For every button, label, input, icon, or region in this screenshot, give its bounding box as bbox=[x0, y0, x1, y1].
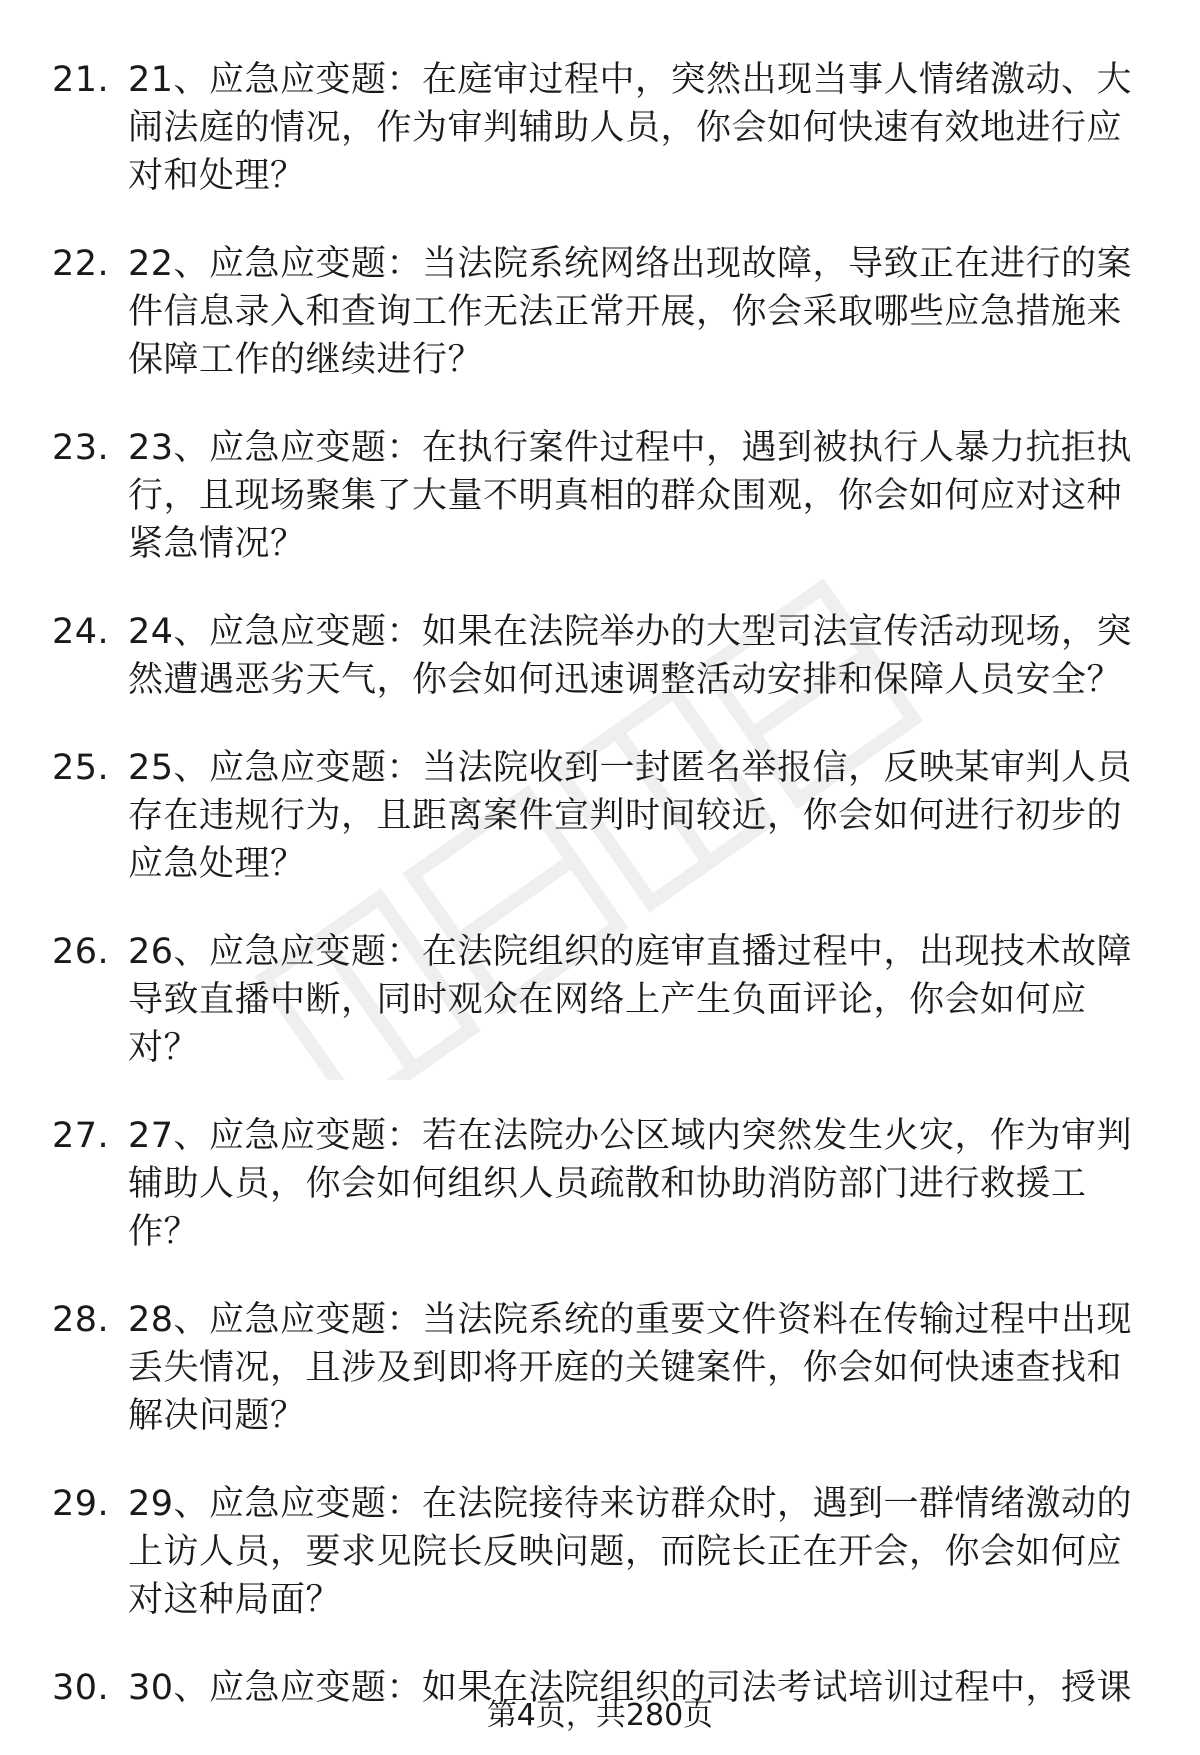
page-number-footer: 第4页，共280页 bbox=[486, 1698, 714, 1733]
question-number: 30. bbox=[52, 1668, 110, 1708]
question-text: 25、应急应变题：当法院收到一封匿名举报信，反映某审判人员存在违规行为，且距离案件宣判时间较近，你会如何进行初步的应急处理？ bbox=[128, 748, 1133, 884]
question-text: 27、应急应变题：若在法院办公区域内突然发生火灾，作为审判辅助人员，你会如何组织人员疏散和协助消防部门进行救援工作？ bbox=[128, 1116, 1133, 1252]
question-number: 29. bbox=[52, 1484, 110, 1524]
question-item bbox=[0, 1296, 1200, 1440]
question-number: 23. bbox=[52, 428, 110, 468]
question-text: 30、应急应变题：如果在法院组织的司法考试培训过程中，授课 bbox=[128, 1668, 1133, 1708]
question-number: 26. bbox=[52, 932, 110, 972]
question-item bbox=[0, 56, 1200, 200]
question-text: 28、应急应变题：当法院系统的重要文件资料在传输过程中出现丢失情况，且涉及到即将开庭的关键案件，你会如何快速查找和解决问题？ bbox=[128, 1300, 1133, 1436]
question-item bbox=[0, 928, 1200, 1072]
question-number: 22. bbox=[52, 244, 110, 284]
question-text: 21、应急应变题：在庭审过程中，突然出现当事人情绪激动、大闹法庭的情况，作为审判辅助人员，你会如何快速有效地进行应对和处理？ bbox=[128, 60, 1133, 196]
question-number: 25. bbox=[52, 748, 110, 788]
question-item bbox=[0, 744, 1200, 888]
question-item bbox=[0, 608, 1200, 704]
question-text: 24、应急应变题：如果在法院举办的大型司法宣传活动现场，突然遭遇恶劣天气，你会如何迅速调整活动安排和保障人员安全？ bbox=[128, 612, 1133, 700]
question-item bbox=[0, 1112, 1200, 1256]
question-list bbox=[0, 56, 1200, 1752]
question-text: 26、应急应变题：在法院组织的庭审直播过程中，出现技术故障导致直播中断，同时观众在网络上产生负面评论，你会如何应对？ bbox=[128, 932, 1133, 1068]
question-number: 27. bbox=[52, 1116, 110, 1156]
question-text: 29、应急应变题：在法院接待来访群众时，遇到一群情绪激动的上访人员，要求见院长反映问题，而院长正在开会，你会如何应对这种局面？ bbox=[128, 1484, 1133, 1620]
question-number: 28. bbox=[52, 1300, 110, 1340]
question-number: 21. bbox=[52, 60, 110, 100]
question-item bbox=[0, 1480, 1200, 1624]
question-number: 24. bbox=[52, 612, 110, 652]
question-item bbox=[0, 424, 1200, 568]
question-item bbox=[0, 240, 1200, 384]
question-text: 22、应急应变题：当法院系统网络出现故障，导致正在进行的案件信息录入和查询工作无法正常开展，你会采取哪些应急措施来保障工作的继续进行？ bbox=[128, 244, 1133, 380]
question-text: 23、应急应变题：在执行案件过程中，遇到被执行人暴力抗拒执行，且现场聚集了大量不明真相的群众围观，你会如何应对这种紧急情况？ bbox=[128, 428, 1133, 564]
